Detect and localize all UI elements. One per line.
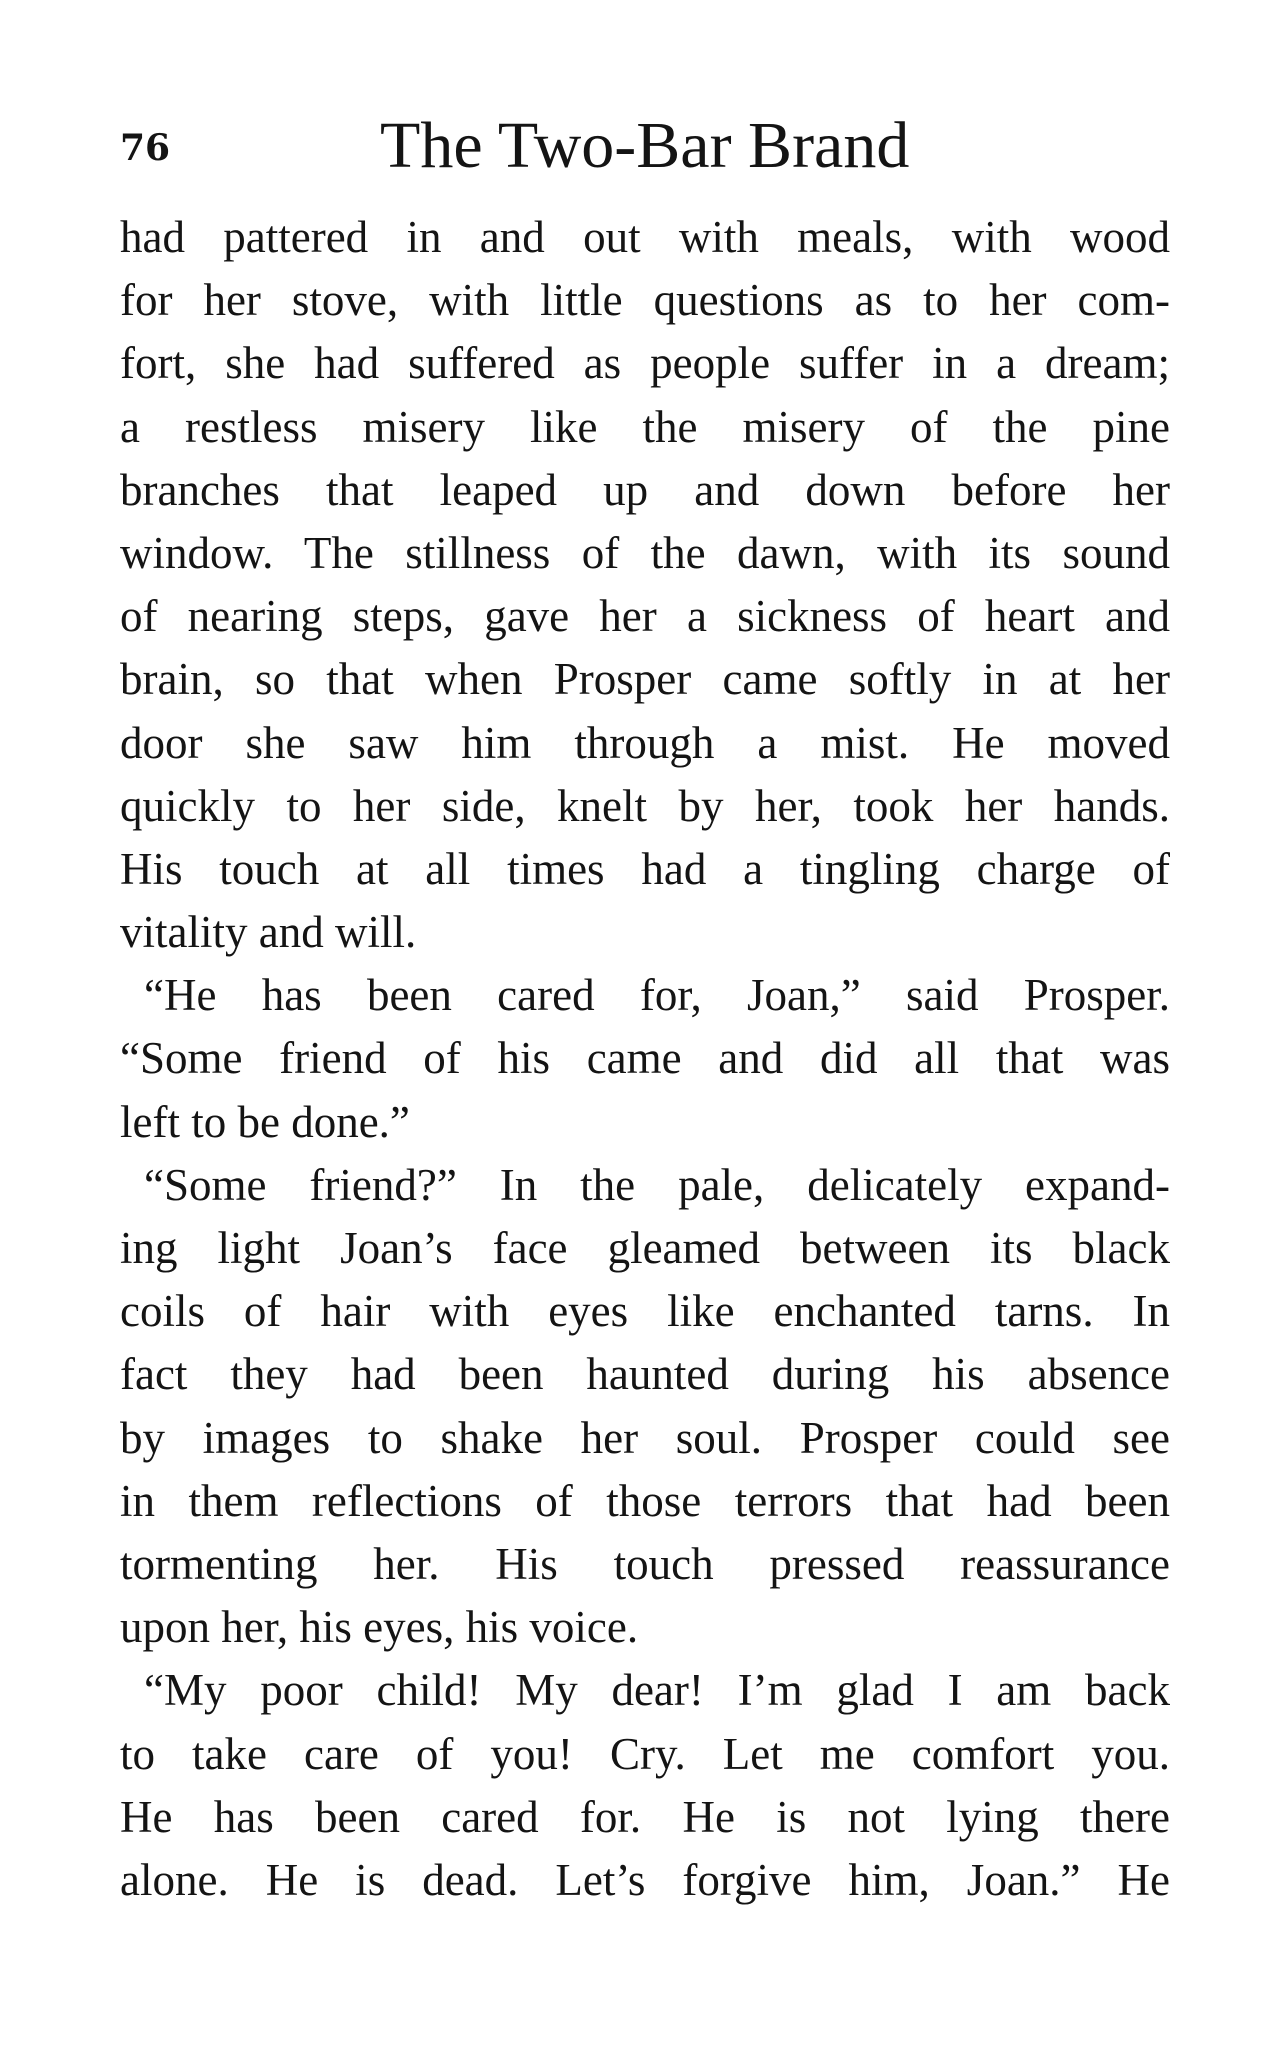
paragraph bbox=[120, 1659, 1170, 1912]
paragraph bbox=[120, 206, 1170, 964]
text-line: by images to shake her soul. Prosper could see bbox=[120, 1412, 1170, 1463]
page-header bbox=[120, 108, 1170, 188]
text-line: of nearing steps, gave her a sickness of heart and bbox=[120, 591, 1170, 642]
text-line: door she saw him through a mist. He moved bbox=[120, 717, 1170, 768]
paragraph bbox=[120, 1154, 1170, 1660]
body-text bbox=[120, 206, 1170, 1912]
text-line: “Some friend?” In the pale, delicately expand- bbox=[144, 1159, 1170, 1210]
text-line: fact they had been haunted during his absence bbox=[120, 1349, 1170, 1400]
text-line: coils of hair with eyes like enchanted tarns. In bbox=[120, 1286, 1170, 1337]
text-line: left to be done.” bbox=[120, 1096, 410, 1147]
text-line: He has been cared for. He is not lying there bbox=[120, 1791, 1170, 1842]
text-line: a restless misery like the misery of the pine bbox=[120, 401, 1170, 452]
running-title: The Two-Bar Brand bbox=[380, 109, 910, 182]
text-line: upon her, his eyes, his voice. bbox=[120, 1602, 639, 1653]
text-line: quickly to her side, knelt by her, took her hands. bbox=[120, 780, 1170, 831]
text-line: had pattered in and out with meals, with wood bbox=[120, 212, 1170, 262]
text-line: branches that leaped up and down before her bbox=[120, 464, 1170, 515]
text-line: brain, so that when Prosper came softly in at her bbox=[120, 654, 1170, 705]
text-line: to take care of you! Cry. Let me comfort you. bbox=[120, 1728, 1170, 1779]
text-line: alone. He is dead. Let’s forgive him, Joan.” He bbox=[120, 1854, 1170, 1905]
text-line: in them reflections of those terrors that had been bbox=[120, 1475, 1170, 1526]
text-line: fort, she had suffered as people suffer in a dream; bbox=[120, 338, 1170, 389]
text-line: for her stove, with little questions as to her com- bbox=[120, 275, 1170, 326]
text-line: His touch at all times had a tingling charge of bbox=[120, 843, 1170, 894]
page-number: 76 bbox=[120, 127, 171, 169]
text-line: window. The stillness of the dawn, with its sound bbox=[120, 527, 1170, 578]
paragraph bbox=[120, 964, 1170, 1154]
text-line: tormenting her. His touch pressed reassurance bbox=[120, 1538, 1170, 1589]
text-line: “Some friend of his came and did all that was bbox=[120, 1033, 1170, 1084]
text-line: “My poor child! My dear! I’m glad I am back bbox=[144, 1665, 1170, 1716]
text-line: vitality and will. bbox=[120, 907, 417, 958]
text-line: “He has been cared for, Joan,” said Prosper. bbox=[144, 970, 1170, 1021]
text-line: ing light Joan’s face gleamed between its black bbox=[120, 1223, 1170, 1273]
